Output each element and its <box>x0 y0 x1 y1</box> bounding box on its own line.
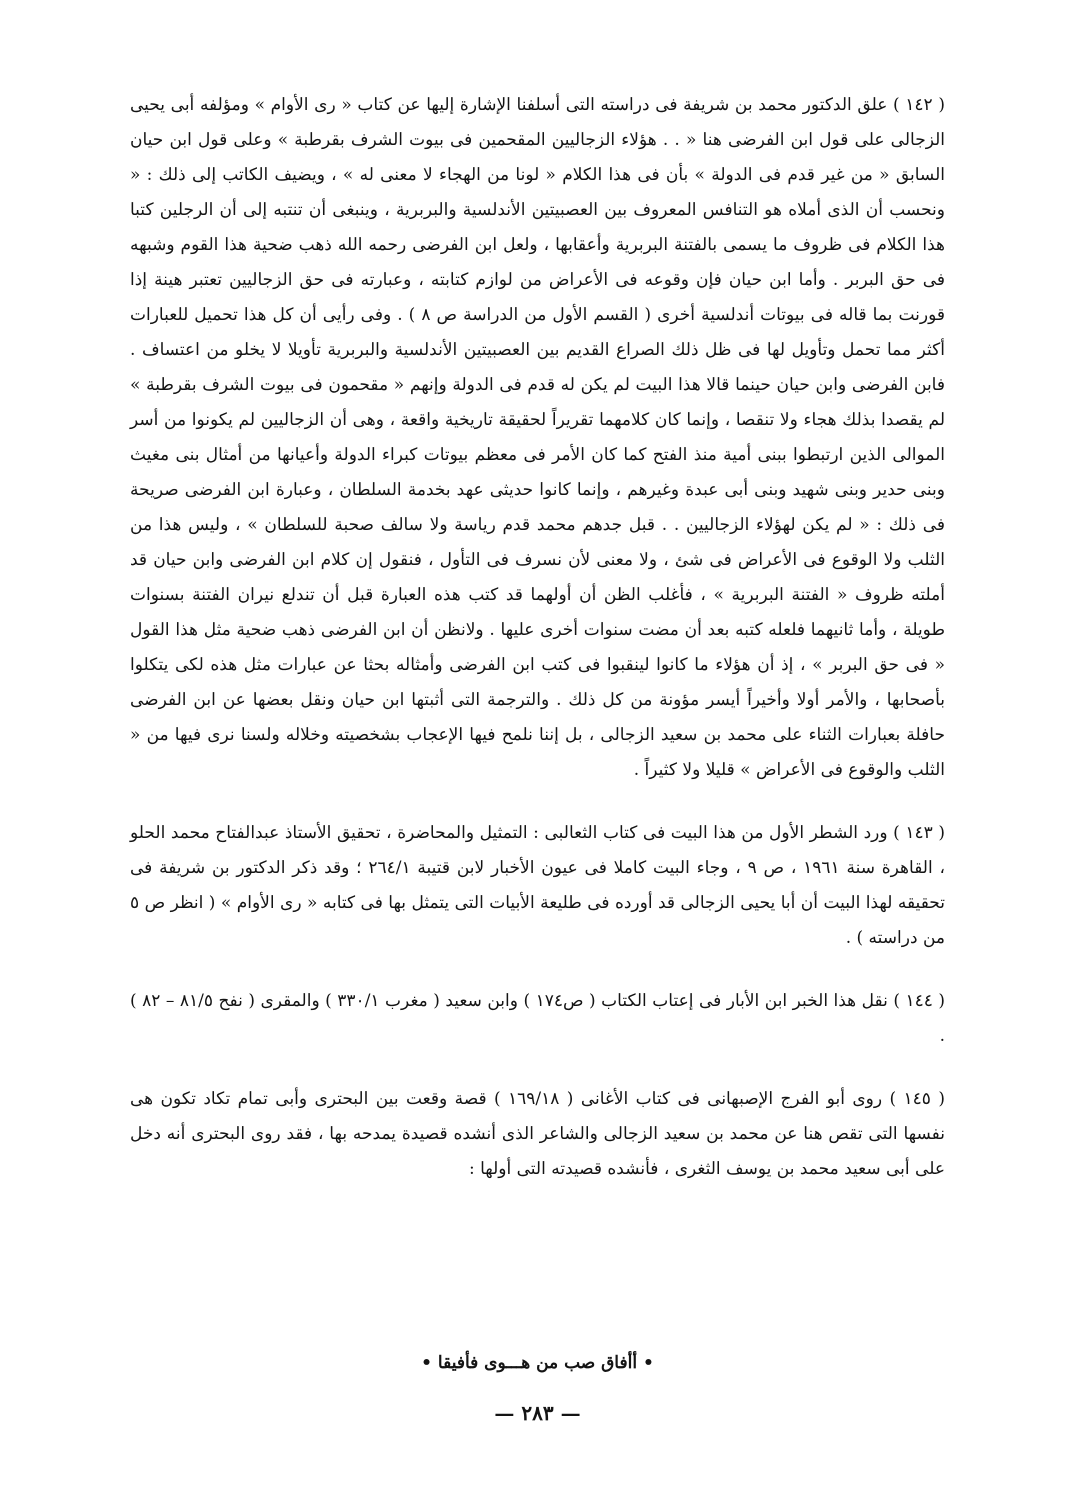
footnote-142: ( ١٤٢ ) علق الدكتور محمد بن شريفة فى دراسته التى أسلفنا الإشارة إليها عن كتاب « رى الأوام » ومؤلفه أبى يحيى الزجالى على قول ابن الفرضى هنا « . . هؤلاء الزجاليين المقحمين فى بيوت الشرف بقرطبة » وعلى قول ابن حيان السابق « من غير قدم فى الدولة » بأن فى هذا الكلام « لونا من الهجاء لا معنى له » ، ويضيف الكاتب إلى ذلك : « ونحسب أن الذى أملاه هو التنافس المعروف بين العصبيتين الأندلسية والبربرية ، وينبغى أن تنتبه إلى أن الرجلين كتبا هذا الكلام فى ظروف ما يسمى بالفتنة البربرية وأعقابها ، ولعل ابن الفرضى رحمه الله ذهب ضحية هذا القوم وشبهه فى حق البربر . وأما ابن حيان فإن وقوعه فى الأعراض من لوازم كتابته ، وعبارته فى حق الزجاليين تعتبر هينة إذا قورنت بما قاله فى بيوتات أندلسية أخرى ( القسم الأول من الدراسة ص ٨ ) . وفى رأيى أن كل هذا تحميل للعبارات أكثر مما تحمل وتأويل لها فى ظل ذلك الصراع القديم بين العصبيتين الأندلسية والبربرية تأويلا لا يخلو من اعتساف . فابن الفرضى وابن حيان حينما قالا هذا البيت لم يكن له قدم فى الدولة وإنهم « مقحمون فى بيوت الشرف بقرطبة » لم يقصدا بذلك هجاء ولا تنقصا ، وإنما كان كلامهما تقريراً لحقيقة تاريخية واقعة ، وهى أن الزجاليين لم يكونوا من أسر الموالى الذين ارتبطوا ببنى أمية منذ الفتح كما كان الأمر فى معظم بيوتات كبراء الدولة وأعيانها من أمثال بنى مغيث وبنى حدير وبنى شهيد وبنى أبى عبدة وغيرهم ، وإنما كانوا حديثى عهد بخدمة السلطان ، وعبارة ابن الفرضى صريحة فى ذلك : « لم يكن لهؤلاء الزجاليين . . قبل جدهم محمد قدم رياسة ولا سالف صحبة للسلطان » ، وليس هذا من الثلب ولا الوقوع فى الأعراض فى شئ ، ولا معنى لأن نسرف فى التأول ، فنقول إن كلام ابن الفرضى وابن حيان قد أملته ظروف « الفتنة البربرية » ، فأغلب الظن أن أولهما قد كتب هذه العبارة قبل أن تندلع نيران الفتنة بسنوات طويلة ، وأما ثانيهما فلعله كتبه بعد أن مضت سنوات أخرى عليها . ولانظن أن ابن الفرضى ذهب ضحية مثل هذا القول « فى حق البربر » ، إذ أن هؤلاء ما كانوا لينقبوا فى كتب ابن الفرضى وأمثاله بحثا عن عبارات مثل هذه لكى يتكلوا بأصحابها ، والأمر أولا وأخيراً أيسر مؤونة من كل ذلك . والترجمة التى أثبتها ابن حيان ونقل بعضها عن ابن الفرضى حافلة بعبارات الثناء على محمد بن سعيد الزجالى ، بل إننا نلمح فيها الإعجاب بشخصيته وخلاله ولسنا نرى فيها من « الثلب والوقوع فى الأعراض » قليلا ولا كثيراً . <box>130 95 946 780</box>
footnote-145: ( ١٤٥ ) روى أبو الفرج الإصبهانى فى كتاب الأغانى ( ١٦٩/١٨ ) قصة وقعت بين البحترى وأبى تمام تكاد تكون هى نفسها التى تقص هنا عن محمد بن سعيد الزجالى والشاعر الذى أنشده قصيدة يمدحه بها ، فقد روى البحترى أنه دخل على أبى سعيد محمد بن يوسف الثغرى ، فأنشده قصيدته التى أولها : <box>130 1089 945 1179</box>
page-number: — ٢٨٣ — <box>494 1401 581 1425</box>
poem-verse: • أأفاق صب من هـــوى فأفيقا • <box>421 1353 654 1373</box>
footnotes-section <box>130 88 945 1187</box>
footnote-143: ( ١٤٣ ) ورد الشطر الأول من هذا البيت فى كتاب الثعالبى : التمثيل والمحاضرة ، تحقيق الأستاذ عبدالفتاح محمد الحلو ، القاهرة سنة ١٩٦١ ، ص ٩ ، وجاء البيت كاملا فى عيون الأخبار لابن قتيبة ٢٦٤/١ ؛ وقد ذكر الدكتور بن شريفة فى تحقيقه لهذا البيت أن أبا يحيى الزجالى قد أورده فى طليعة الأبيات التى يتمثل بها فى كتابه « رى الأوام » ( انظر ص ٥ من دراسته ) . <box>130 823 945 948</box>
footnote-144: ( ١٤٤ ) نقل هذا الخبر ابن الأبار فى إعتاب الكتاب ( ص١٧٤ ) وابن سعيد ( مغرب ٣٣٠/١ ) والمقرى ( نفح ٨١/٥ – ٨٢ ) . <box>130 991 946 1046</box>
